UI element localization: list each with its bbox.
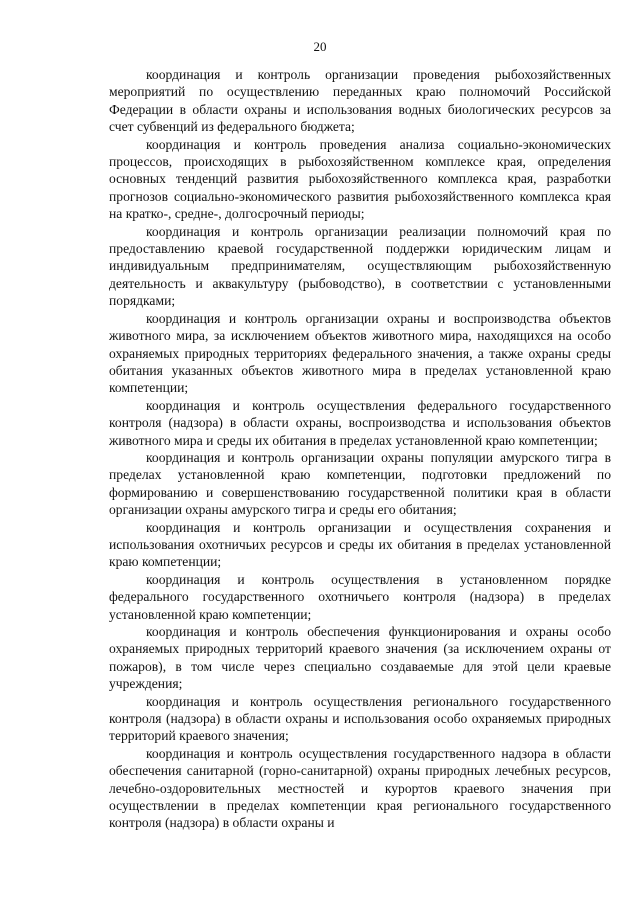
page-number: 20 [313, 39, 327, 54]
paragraph: координация и контроль осуществления в установленном порядке федерального государственного охотничьего контроля (надзора) в пределах установленной краю компетенции; [109, 571, 611, 622]
paragraph: координация и контроль осуществления государственного надзора в области обеспечения санитарной (горно-санитарной) охраны природных лечебных ресурсов, лечебно-оздоровительных местностей и курортов краевого значения при осуществлении в пределах компетенции края регионального государственного контроля (надзора) в области охраны и [109, 745, 611, 831]
paragraph: координация и контроль организации охраны и воспроизводства объектов животного мира, за исключением объектов животного мира, находящихся на особо охраняемых природных территориях федерального значения, а также охраны среды обитания указанных объектов животного мира в пределах установленной краю компетенции; [109, 310, 611, 396]
paragraph: координация и контроль обеспечения функционирования и охраны особо охраняемых природных территорий краевого значения (за исключением охраны от пожаров), в том числе через специально создаваемые для этой цели краевые учреждения; [109, 624, 611, 692]
paragraph: координация и контроль организации проведения рыбохозяйственных мероприятий по осуществлению переданных краю полномочий Российской Федерации в области охраны и использования водных биологических ресурсов за счет субвенций из федерального бюджета; [109, 67, 611, 135]
paragraph: координация и контроль организации охраны популяции амурского тигра в пределах установленной краю компетенции, подготовки предложений по формированию и совершенствованию государственной политики края в области организации охраны амурского тигра и среды его обитания; [109, 449, 611, 518]
paragraph: координация и контроль организации и осуществления сохранения и использования охотничьих ресурсов и среды их обитания в пределах установленной краю компетенции; [109, 519, 611, 570]
paragraph: координация и контроль осуществления регионального государственного контроля (надзора) в области охраны и использования особо охраняемых природных территорий краевого значения; [109, 693, 611, 744]
paragraph: координация и контроль организации реализации полномочий края по предоставлению краевой государственной поддержки юридическим лицам и индивидуальным предпринимателям, осуществляющим рыбохозяйственную деятельность и аквакультуру (рыбоводство), в соответствии с установленными порядками; [109, 223, 611, 309]
paragraph: координация и контроль осуществления федерального государственного контроля (надзора) в области охраны, воспроизводства и использования объектов животного мира и среды их обитания в пределах установленной краю компетенции; [109, 397, 611, 448]
paragraph: координация и контроль проведения анализа социально-экономических процессов, происходящих в рыбохозяйственном комплексе края, определения основных тенденций развития рыбохозяйственного комплекса края, разработки прогнозов социально-экономического развития рыбохозяйственного комплекса края на кратко-, средне-, долгосрочный периоды; [109, 136, 611, 222]
document-body [109, 66, 611, 832]
